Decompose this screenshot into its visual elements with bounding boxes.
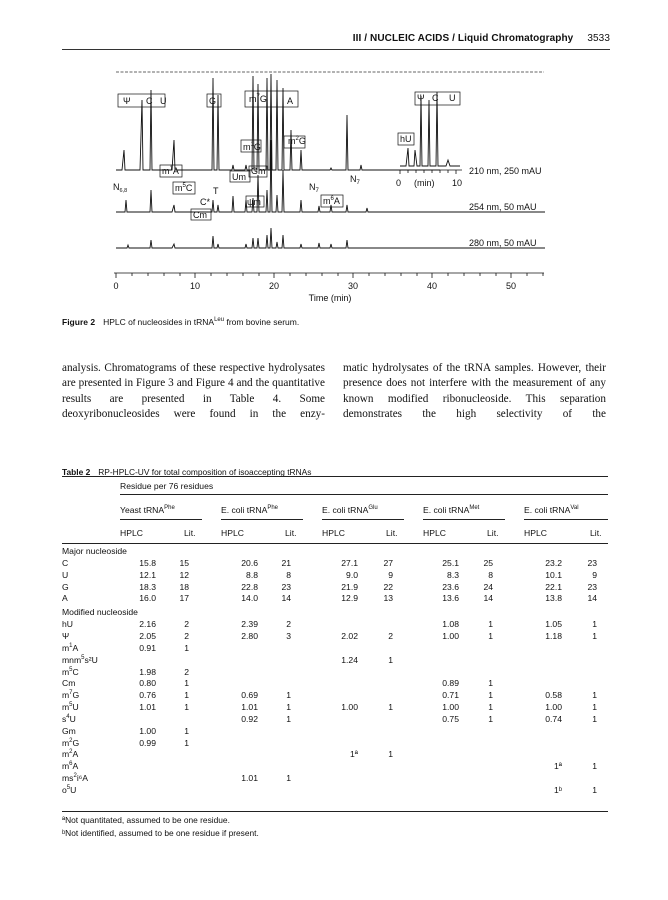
cell-lit: 8 [488, 569, 493, 580]
peak-label-c: C [146, 96, 153, 106]
cell-hplc: 2.39 [241, 619, 258, 630]
cell-lit: 2 [184, 666, 189, 677]
cell-hplc: 1.00 [341, 702, 358, 713]
table-bottom-rule [62, 811, 608, 812]
row-name: $s^4U$ [62, 713, 76, 724]
cell-hplc: 2.05 [139, 630, 156, 641]
cell-lit: 1 [592, 785, 597, 795]
row-name: $m^2G$ [62, 737, 80, 748]
inset-label-u: U [449, 93, 456, 103]
row-name: hU [62, 619, 73, 630]
peak-label-u: U [160, 96, 167, 106]
peak-label-cstar: C* [200, 197, 211, 207]
col-rule-2 [221, 519, 303, 520]
cell-hplc: 14.0 [241, 593, 258, 604]
group-rule [120, 494, 608, 495]
x-tick-30: 30 [347, 281, 359, 291]
cell-lit: 1 [184, 642, 189, 653]
cell-hplc: 1.08 [442, 619, 459, 630]
cell-hplc: 20.6 [241, 557, 258, 568]
cell-hplc: 12.1 [139, 569, 156, 580]
sub-lit-3: Lit. [386, 528, 398, 538]
cell-hplc: 1.98 [139, 666, 156, 677]
cell-hplc: 0.76 [139, 690, 156, 701]
peak-labels [113, 93, 462, 220]
figure-caption-text: HPLC of nucleosides in tRNA [103, 317, 215, 327]
cell-hplc: 9.0 [346, 569, 358, 580]
row-name: Cm [62, 678, 76, 689]
cell-hplc: 0.69 [241, 690, 258, 701]
cell-lit: 15 [179, 557, 189, 568]
col-header-3: E. coli tRNA$^{Glu}$ [322, 505, 378, 515]
cell-hplc: 1ª [554, 761, 562, 772]
header-bottom-rule [62, 543, 608, 544]
cell-lit: 2 [286, 619, 291, 630]
cell-hplc: 1.01 [241, 773, 258, 784]
cell-lit: 21 [281, 557, 291, 568]
cell-lit: 9 [388, 569, 393, 580]
inset-trace [400, 92, 460, 166]
sub-lit-4: Lit. [487, 528, 499, 538]
peak-label-psim: ψm [247, 197, 261, 207]
cell-lit: 1 [592, 761, 597, 772]
cell-hplc: 1ᵇ [553, 785, 562, 795]
row-name: $m^5U$ [62, 702, 79, 713]
cell-lit: 1 [184, 725, 189, 736]
cell-lit: 24 [483, 581, 493, 592]
sub-hplc-2: HPLC [221, 528, 244, 538]
inset-label-psi: Ψ [417, 93, 425, 103]
col-rule-4 [423, 519, 505, 520]
cell-lit: 1 [488, 630, 493, 641]
peak-label-m2g: $m^2G$ [288, 136, 306, 146]
cell-lit: 1 [592, 619, 597, 630]
row-name: $m^2A$ [62, 749, 79, 760]
cell-lit: 1 [286, 713, 291, 724]
cell-lit: 23 [587, 557, 597, 568]
col-header-5: E. coli tRNA$^{Val}$ [524, 505, 579, 515]
cell-lit: 22 [383, 581, 393, 592]
trace-210nm [116, 74, 440, 170]
cell-hplc: 1.24 [341, 654, 358, 665]
cell-hplc: 22.1 [545, 581, 562, 592]
body-text-left: analysis. Chromatograms of these respective hydrolysates are presented in Figure 3 and Figure 4 and the quantitative results are presented in Table 4. Some deoxyribonucleosides were found in the enzy- [62, 362, 325, 421]
page-number: 3533 [587, 33, 610, 44]
row-name: A [62, 593, 68, 604]
col-header-2: E. coli tRNA$^{Phe}$ [221, 505, 279, 515]
trace-label-280: 280 nm, 50 mAU [469, 238, 537, 248]
cell-lit: 1 [184, 690, 189, 701]
cell-hplc: 0.74 [545, 713, 562, 724]
peak-label-t: T [213, 186, 219, 196]
row-name: C [62, 557, 69, 568]
peak-label-m1g: $m^1G$ [243, 142, 261, 152]
cell-lit: 8 [286, 569, 291, 580]
cell-lit: 27 [383, 557, 393, 568]
row-name: $m^7G$ [62, 690, 80, 701]
col-header-1: Yeast tRNA$^{Phe}$ [120, 505, 175, 515]
cell-lit: 1 [488, 713, 493, 724]
peak-label-n68: $N_{6,8}$ [113, 182, 128, 194]
figure-label: Figure 2 [62, 317, 96, 327]
peak-label-m7g: $m^7G$ [249, 94, 267, 104]
body-text-right: matic hydrolysates of the tRNA samples. However, their presence does not interfere with the measurement of any known modified ribonucleoside. This separation demonstrates the high selectivity of the [343, 362, 606, 421]
cell-hplc: 8.3 [447, 569, 459, 580]
cell-hplc: 0.89 [442, 678, 459, 689]
cell-lit: 17 [179, 593, 189, 604]
cell-hplc: 1.01 [139, 702, 156, 713]
peak-label-cm: Cm [193, 210, 207, 220]
cell-lit: 13 [383, 593, 393, 604]
cell-lit: 9 [592, 569, 597, 580]
sub-lit-2: Lit. [285, 528, 297, 538]
row-name: Ψ [62, 630, 70, 641]
section-major-label: Major nucleoside [62, 546, 127, 556]
cell-hplc: 8.8 [246, 569, 258, 580]
cell-hplc: 1.18 [545, 630, 562, 641]
cell-lit: 12 [179, 569, 189, 580]
sub-hplc-1: HPLC [120, 528, 143, 538]
cell-hplc: 1.05 [545, 619, 562, 630]
cell-lit: 1 [388, 749, 393, 760]
peak-label-um: Um [232, 172, 246, 182]
cell-lit: 23 [587, 581, 597, 592]
inset-tick-0: 0 [396, 178, 402, 188]
cell-lit: 14 [587, 593, 597, 604]
peak-label-m6a: $m^6A$ [323, 196, 340, 206]
cell-lit: 1 [488, 678, 493, 689]
cell-hplc: 0.75 [442, 713, 459, 724]
sub-hplc-5: HPLC [524, 528, 547, 538]
sub-lit-5: Lit. [590, 528, 602, 538]
peak-label-m1a: $m^1A$ [162, 166, 179, 176]
x-tick-40: 40 [426, 281, 438, 291]
cell-hplc: 12.9 [341, 593, 358, 604]
cell-hplc: 18.3 [139, 581, 156, 592]
cell-lit: 1 [184, 702, 189, 713]
figure-caption-end: from bovine serum. [224, 317, 300, 327]
chromatogram-figure [0, 0, 668, 320]
row-name: $m^5C$ [62, 666, 79, 677]
row-name: Gm [62, 725, 76, 736]
cell-hplc: 23.6 [442, 581, 459, 592]
table-caption-text: RP-HPLC-UV for total composition of isoaccepting tRNAs [98, 467, 312, 477]
cell-hplc: 0.92 [241, 713, 258, 724]
col-header-4: E. coli tRNA$^{Met}$ [423, 505, 480, 515]
cell-hplc: 0.99 [139, 737, 156, 748]
x-axis [114, 273, 544, 278]
figure-caption-sup: Leu [214, 317, 225, 324]
peak-label-gm: Gm [251, 166, 266, 176]
peak-label-n7a: $N_7$ [309, 182, 319, 194]
cell-lit: 1 [488, 702, 493, 713]
row-name: $m^1A$ [62, 642, 79, 653]
cell-lit: 2 [184, 630, 189, 641]
cell-hplc: 1ª [350, 749, 358, 760]
footnote-b: ᵇNot identified, assumed to be one residue if present. [62, 828, 259, 838]
group-header: Residue per 76 residues [120, 481, 214, 491]
cell-hplc: 2.02 [341, 630, 358, 641]
table-label: Table 2 [62, 467, 91, 477]
cell-hplc: 10.1 [545, 569, 562, 580]
cell-lit: 14 [281, 593, 291, 604]
x-tick-20: 20 [268, 281, 280, 291]
trace-label-210: 210 nm, 250 mAU [469, 166, 542, 176]
sub-hplc-4: HPLC [423, 528, 446, 538]
peak-label-a: A [287, 96, 294, 106]
table-top-rule [62, 476, 608, 477]
cell-hplc: 15.8 [139, 557, 156, 568]
cell-lit: 1 [184, 737, 189, 748]
cell-lit: 23 [281, 581, 291, 592]
row-name: $o^5U$ [62, 785, 77, 795]
inset-label-hu: hU [400, 134, 412, 144]
cell-hplc: 1.01 [241, 702, 258, 713]
cell-lit: 1 [286, 773, 291, 784]
cell-hplc: 27.1 [341, 557, 358, 568]
cell-lit: 1 [286, 702, 291, 713]
cell-hplc: 0.58 [545, 690, 562, 701]
cell-lit: 2 [184, 619, 189, 630]
cell-hplc: 1.00 [442, 702, 459, 713]
trace-label-254: 254 nm, 50 mAU [469, 202, 537, 212]
cell-lit: 3 [286, 630, 291, 641]
cell-hplc: 0.91 [139, 642, 156, 653]
row-name: $m^6A$ [62, 761, 79, 772]
cell-hplc: 2.80 [241, 630, 258, 641]
cell-hplc: 22.8 [241, 581, 258, 592]
cell-lit: 18 [179, 581, 189, 592]
cell-lit: 1 [286, 690, 291, 701]
row-name: G [62, 581, 69, 592]
cell-hplc: 1.00 [545, 702, 562, 713]
x-axis-label: Time (min) [308, 293, 352, 303]
peak-label-n7b: $N_7$ [350, 174, 360, 186]
cell-lit: 1 [388, 654, 393, 665]
cell-lit: 1 [592, 702, 597, 713]
col-rule-1 [120, 519, 202, 520]
peak-label-m5c: $m^5C$ [175, 183, 193, 193]
sub-lit-1: Lit. [184, 528, 196, 538]
inset-axis [398, 170, 462, 174]
cell-hplc: 23.2 [545, 557, 562, 568]
figure-caption [62, 317, 299, 327]
cell-hplc: 25.1 [442, 557, 459, 568]
cell-lit: 1 [488, 690, 493, 701]
row-name: U [62, 569, 69, 580]
inset-label-c: C [432, 93, 439, 103]
col-rule-3 [322, 519, 404, 520]
footnote-a: ªNot quantitated, assumed to be one residue. [62, 815, 230, 825]
cell-hplc: 1.00 [442, 630, 459, 641]
row-name: $ms^2i^6A$ [62, 773, 88, 784]
cell-hplc: 2.16 [139, 619, 156, 630]
cell-lit: 1 [592, 690, 597, 701]
x-tick-0: 0 [113, 281, 119, 291]
x-tick-10: 10 [189, 281, 201, 291]
cell-lit: 1 [184, 678, 189, 689]
cell-hplc: 21.9 [341, 581, 358, 592]
cell-hplc: 13.6 [442, 593, 459, 604]
inset-xlabel: (min) [414, 178, 435, 188]
cell-lit: 1 [592, 713, 597, 724]
section-modified-label: Modified nucleoside [62, 607, 138, 618]
inset-tick-10: 10 [452, 178, 463, 188]
cell-lit: 1 [592, 630, 597, 641]
cell-hplc: 0.71 [442, 690, 459, 701]
cell-hplc: 13.8 [545, 593, 562, 604]
cell-hplc: 0.80 [139, 678, 156, 689]
row-name: mnm$^5$s²U [62, 654, 98, 665]
cell-lit: 25 [483, 557, 493, 568]
cell-hplc: 16.0 [139, 593, 156, 604]
sub-hplc-3: HPLC [322, 528, 345, 538]
peak-label-g: G [209, 96, 217, 106]
peak-label-psi: Ψ [123, 96, 131, 106]
cell-lit: 1 [488, 619, 493, 630]
col-rule-5 [524, 519, 608, 520]
x-tick-50: 50 [505, 281, 517, 291]
cell-hplc: 1.00 [139, 725, 156, 736]
running-title: III / NUCLEIC ACIDS / Liquid Chromatography [352, 33, 574, 44]
cell-lit: 2 [388, 630, 393, 641]
cell-lit: 14 [483, 593, 493, 604]
cell-lit: 1 [388, 702, 393, 713]
